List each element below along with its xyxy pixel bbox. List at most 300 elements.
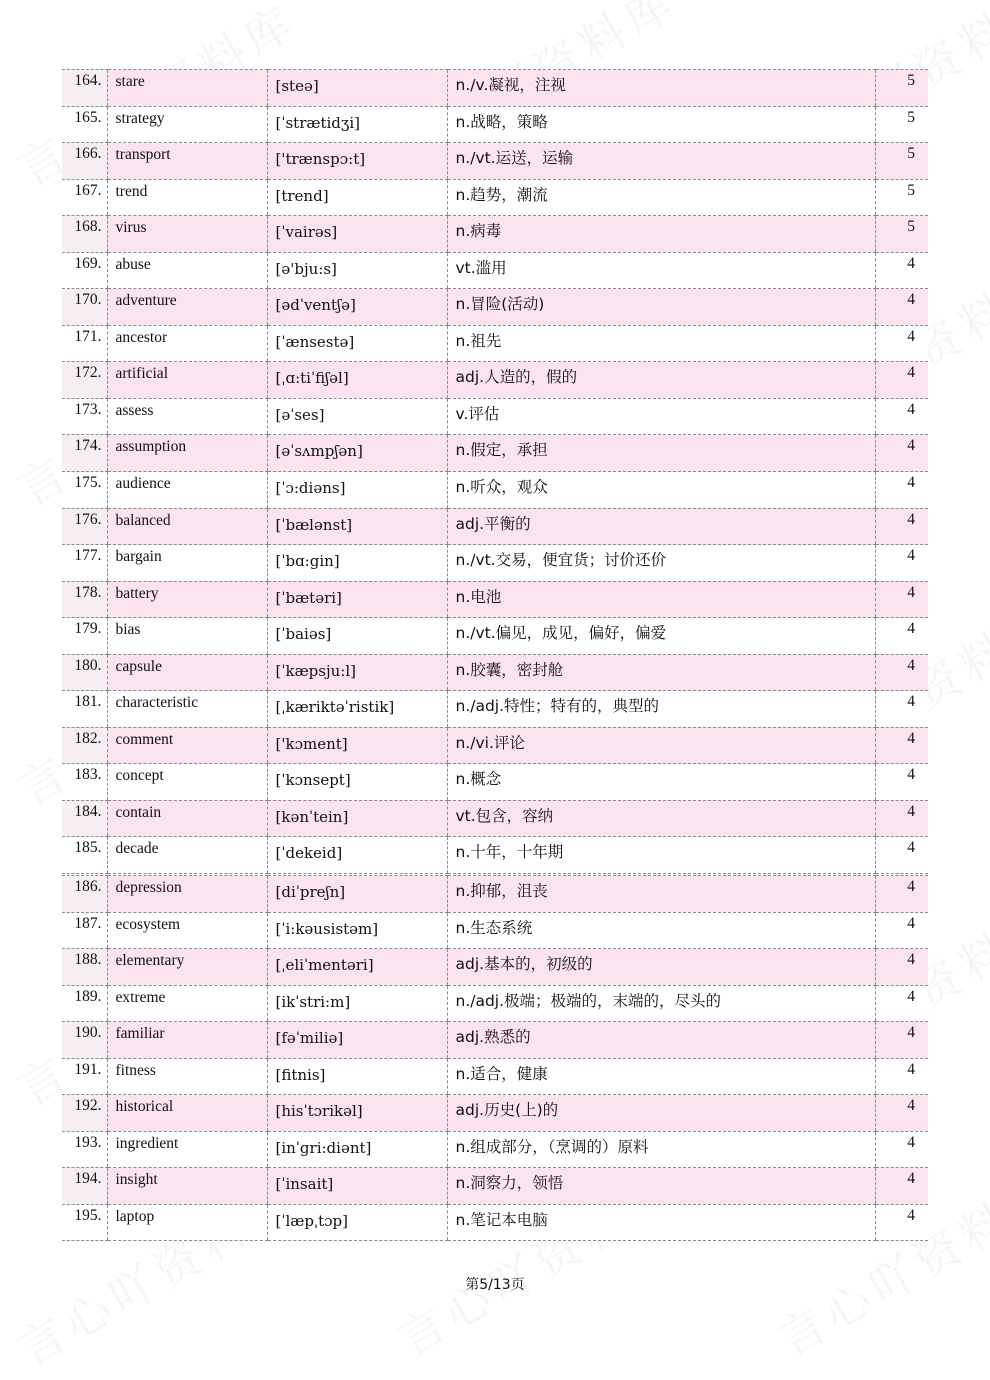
table-row	[62, 837, 928, 874]
entry-number-cell	[62, 289, 107, 326]
table-row	[62, 691, 928, 728]
table-row	[62, 800, 928, 837]
entry-phonetic-cell	[267, 727, 447, 764]
entry-word-cell	[107, 912, 267, 949]
entry-phonetic-cell	[267, 1058, 447, 1095]
entry-meaning-cell	[447, 179, 875, 216]
entry-meaning-cell	[447, 435, 875, 472]
entry-frequency-cell	[875, 1168, 928, 1205]
entry-frequency: 4	[907, 987, 915, 1005]
entry-number-cell	[62, 106, 107, 143]
entry-phonetic: [ˈkɔnsept]	[275, 771, 351, 790]
entry-meaning: v.评估	[455, 404, 500, 423]
entry-number-cell	[62, 985, 107, 1022]
table-row	[62, 508, 928, 545]
entry-number: 167.	[74, 181, 102, 199]
entry-meaning: n./v.凝视，注视	[455, 76, 566, 94]
entry-frequency: 4	[907, 474, 915, 492]
entry-meaning: adj.熟悉的	[455, 1028, 531, 1047]
entry-word: historical	[115, 1098, 174, 1116]
entry-word: ecosystem	[115, 915, 181, 933]
entry-number: 187.	[74, 914, 102, 932]
entry-phonetic: [ˌɑ:tiˈfiʃəl]	[275, 369, 349, 388]
entry-word: bargain	[115, 548, 162, 566]
entry-meaning-cell	[447, 1058, 875, 1095]
entry-word-cell	[107, 216, 267, 253]
entry-word: fitness	[115, 1061, 156, 1079]
entry-frequency-cell	[875, 252, 928, 289]
table-row	[62, 545, 928, 582]
entry-frequency: 4	[907, 510, 915, 528]
entry-word: familiar	[115, 1025, 165, 1043]
entry-meaning-cell	[447, 581, 875, 618]
entry-word-cell	[107, 106, 267, 143]
entry-meaning-cell	[447, 106, 875, 143]
entry-number-cell	[62, 1168, 107, 1205]
entry-frequency-cell	[875, 581, 928, 618]
entry-frequency: 4	[907, 583, 915, 601]
entry-frequency-cell	[875, 654, 928, 691]
entry-frequency-cell	[875, 1058, 928, 1095]
table-row	[62, 1095, 928, 1132]
entry-word: depression	[115, 879, 182, 896]
entry-number: 170.	[74, 291, 102, 309]
entry-word-cell	[107, 618, 267, 655]
entry-frequency: 4	[907, 364, 915, 382]
entry-meaning-cell	[447, 289, 875, 326]
entry-frequency-cell	[875, 472, 928, 509]
table-row	[62, 362, 928, 399]
entry-word: adventure	[115, 292, 177, 310]
entry-frequency-cell	[875, 106, 928, 143]
entry-frequency-cell	[875, 727, 928, 764]
entry-frequency: 4	[907, 400, 915, 418]
entry-phonetic-cell	[267, 764, 447, 801]
entry-frequency-cell	[875, 837, 928, 874]
entry-meaning: n./vt.偏见，成见，偏好，偏爱	[455, 624, 667, 643]
entry-frequency-cell	[875, 70, 928, 107]
entry-phonetic: [ˈvairəs]	[275, 223, 338, 242]
entry-meaning: n.十年，十年期	[455, 843, 564, 862]
entry-phonetic: [inˈgri:diənt]	[275, 1138, 372, 1157]
entry-word-cell	[107, 252, 267, 289]
entry-phonetic: ['kɔment]	[275, 734, 348, 753]
entry-phonetic-cell	[267, 800, 447, 837]
entry-number: 194.	[74, 1170, 102, 1188]
entry-number: 177.	[74, 547, 102, 565]
entry-word-cell	[107, 179, 267, 216]
entry-phonetic: [diˈpreʃn]	[275, 883, 346, 901]
entry-phonetic-cell	[267, 618, 447, 655]
entry-number-cell	[62, 876, 107, 913]
entry-frequency: 5	[907, 108, 915, 126]
table-row	[62, 435, 928, 472]
entry-word-cell	[107, 143, 267, 180]
entry-phonetic-cell	[267, 876, 447, 913]
entry-frequency: 4	[907, 620, 915, 638]
entry-meaning-cell	[447, 362, 875, 399]
table-row	[62, 1131, 928, 1168]
table-row	[62, 949, 928, 986]
entry-word: extreme	[115, 988, 166, 1006]
entry-number: 172.	[74, 364, 102, 382]
entry-phonetic-cell	[267, 581, 447, 618]
entry-frequency-cell	[875, 216, 928, 253]
entry-number-cell	[62, 70, 107, 107]
entry-word-cell	[107, 654, 267, 691]
entry-word-cell	[107, 1131, 267, 1168]
entry-meaning-cell	[447, 545, 875, 582]
entry-meaning-cell	[447, 876, 875, 913]
entry-frequency: 4	[907, 766, 915, 784]
entry-phonetic-cell	[267, 216, 447, 253]
entry-meaning-cell	[447, 216, 875, 253]
entry-meaning-cell	[447, 70, 875, 107]
entry-number: 175.	[74, 474, 102, 492]
entry-phonetic: [kənˈtein]	[275, 807, 349, 826]
entry-phonetic-cell	[267, 289, 447, 326]
entry-word-cell	[107, 70, 267, 107]
entry-meaning: n./vt.交易，便宜货；讨价还价	[455, 551, 667, 570]
entry-meaning-cell	[447, 398, 875, 435]
entry-phonetic-cell	[267, 508, 447, 545]
table-row	[62, 252, 928, 289]
entry-frequency-cell	[875, 508, 928, 545]
table-row	[62, 472, 928, 509]
entry-phonetic-cell	[267, 691, 447, 728]
table-row	[62, 764, 928, 801]
entry-meaning: n.电池	[455, 587, 502, 606]
entry-number: 189.	[74, 987, 102, 1005]
entry-frequency: 4	[907, 1060, 915, 1078]
table-row	[62, 1168, 928, 1205]
entry-number: 178.	[74, 583, 102, 601]
entry-meaning-cell	[447, 508, 875, 545]
table-row	[62, 106, 928, 143]
entry-word: virus	[115, 219, 147, 237]
entry-frequency: 4	[907, 547, 915, 565]
entry-phonetic-cell	[267, 435, 447, 472]
entry-number-cell	[62, 1095, 107, 1132]
entry-word-cell	[107, 876, 267, 913]
entry-meaning-cell	[447, 325, 875, 362]
entry-meaning: n./vt.运送，运输	[455, 149, 574, 168]
entry-phonetic: [ˈinsait]	[275, 1175, 334, 1194]
entry-number: 182.	[74, 729, 102, 747]
entry-phonetic-cell	[267, 837, 447, 874]
entry-number: 193.	[74, 1133, 102, 1151]
entry-word-cell	[107, 508, 267, 545]
table-row	[62, 1022, 928, 1059]
entry-number-cell	[62, 800, 107, 837]
entry-number: 180.	[74, 656, 102, 674]
entry-frequency-cell	[875, 435, 928, 472]
table-row	[62, 618, 928, 655]
page-number: 第5/13页	[465, 1277, 525, 1293]
entry-frequency: 5	[907, 218, 915, 236]
entry-frequency: 4	[907, 951, 915, 969]
entry-number-cell	[62, 691, 107, 728]
entry-frequency-cell	[875, 691, 928, 728]
entry-phonetic: [ˈbælənst]	[275, 515, 353, 534]
entry-meaning: vt.滥用	[455, 258, 507, 277]
entry-phonetic-cell	[267, 252, 447, 289]
entry-phonetic: ['trænspɔ:t]	[275, 150, 366, 169]
entry-meaning: n.抑郁，沮丧	[455, 882, 548, 900]
table-row	[62, 398, 928, 435]
entry-number-cell	[62, 764, 107, 801]
entry-number-cell	[62, 1131, 107, 1168]
entry-word: bias	[115, 621, 141, 639]
entry-phonetic-cell	[267, 1204, 447, 1241]
entry-number: 173.	[74, 400, 102, 418]
entry-phonetic: [ˈænsestə]	[275, 332, 355, 351]
entry-meaning: n.胶囊，密封舱	[455, 660, 564, 679]
entry-phonetic: [ˈlæpˌtɔp]	[275, 1211, 348, 1230]
table-row	[62, 581, 928, 618]
entry-phonetic-cell	[267, 325, 447, 362]
entry-meaning-cell	[447, 143, 875, 180]
entry-phonetic: [ˌeliˈmentəri]	[275, 956, 374, 975]
entry-number: 195.	[74, 1206, 102, 1224]
entry-number: 192.	[74, 1097, 102, 1115]
entry-meaning: n.假定，承担	[455, 441, 548, 460]
entry-frequency-cell	[875, 800, 928, 837]
entry-word: contain	[115, 803, 162, 821]
entry-phonetic: [fəˈmiliə]	[275, 1029, 344, 1048]
entry-number-cell	[62, 1058, 107, 1095]
entry-frequency: 5	[907, 181, 915, 199]
entry-frequency-cell	[875, 1131, 928, 1168]
entry-word: strategy	[115, 109, 165, 127]
entry-word: elementary	[115, 952, 185, 970]
entry-word: capsule	[115, 657, 162, 675]
entry-meaning-cell	[447, 800, 875, 837]
entry-word: ingredient	[115, 1134, 179, 1152]
entry-number: 165.	[74, 108, 102, 126]
entry-word-cell	[107, 1204, 267, 1241]
entry-frequency: 4	[907, 291, 915, 309]
entry-frequency: 5	[907, 145, 915, 163]
entry-meaning: n.听众，观众	[455, 478, 548, 497]
entry-phonetic-cell	[267, 1022, 447, 1059]
entry-meaning-cell	[447, 985, 875, 1022]
entry-meaning-cell	[447, 764, 875, 801]
entry-number-cell	[62, 435, 107, 472]
entry-frequency: 4	[907, 1024, 915, 1042]
entry-frequency-cell	[875, 764, 928, 801]
entry-number-cell	[62, 837, 107, 874]
entry-frequency-cell	[875, 985, 928, 1022]
entry-phonetic: [ˈbaiəs]	[275, 625, 332, 644]
entry-frequency: 4	[907, 1206, 915, 1224]
entry-number: 188.	[74, 951, 102, 969]
entry-word-cell	[107, 764, 267, 801]
entry-word-cell	[107, 1058, 267, 1095]
entry-frequency-cell	[875, 179, 928, 216]
entry-word-cell	[107, 727, 267, 764]
vocab-table-section-2	[62, 875, 928, 1241]
entry-number: 168.	[74, 218, 102, 236]
entry-frequency: 4	[907, 327, 915, 345]
entry-meaning-cell	[447, 1204, 875, 1241]
table-row	[62, 1204, 928, 1241]
entry-word: ancestor	[115, 328, 168, 346]
entry-number-cell	[62, 179, 107, 216]
entry-meaning-cell	[447, 1168, 875, 1205]
table-row	[62, 876, 928, 913]
entry-meaning-cell	[447, 727, 875, 764]
entry-phonetic-cell	[267, 398, 447, 435]
entry-frequency: 4	[907, 1133, 915, 1151]
entry-meaning: n.病毒	[455, 222, 502, 241]
entry-word-cell	[107, 949, 267, 986]
entry-meaning: n.生态系统	[455, 918, 533, 937]
entry-frequency: 4	[907, 729, 915, 747]
entry-phonetic: [əˈses]	[275, 405, 325, 424]
entry-frequency: 4	[907, 802, 915, 820]
entry-phonetic: [hisˈtɔrikəl]	[275, 1102, 363, 1121]
entry-number: 171.	[74, 327, 102, 345]
entry-number: 191.	[74, 1060, 102, 1078]
entry-meaning-cell	[447, 912, 875, 949]
entry-frequency: 4	[907, 878, 915, 895]
entry-number-cell	[62, 252, 107, 289]
entry-meaning: n.洞察力，领悟	[455, 1174, 564, 1193]
entry-phonetic: [ˈstrætidʒi]	[275, 113, 361, 132]
entry-meaning-cell	[447, 252, 875, 289]
entry-number: 174.	[74, 437, 102, 455]
entry-meaning: n.祖先	[455, 331, 502, 350]
entry-word-cell	[107, 545, 267, 582]
entry-number: 176.	[74, 510, 102, 528]
entry-number: 184.	[74, 802, 102, 820]
entry-number-cell	[62, 1022, 107, 1059]
entry-frequency: 4	[907, 1170, 915, 1188]
entry-number-cell	[62, 545, 107, 582]
entry-word-cell	[107, 1168, 267, 1205]
entry-number: 164.	[74, 72, 102, 89]
entry-number: 179.	[74, 620, 102, 638]
entry-meaning-cell	[447, 472, 875, 509]
entry-meaning-cell	[447, 949, 875, 986]
table-row	[62, 654, 928, 691]
entry-frequency: 4	[907, 1097, 915, 1115]
entry-frequency-cell	[875, 362, 928, 399]
entry-frequency: 5	[907, 72, 915, 89]
entry-word-cell	[107, 1022, 267, 1059]
entry-word-cell	[107, 472, 267, 509]
entry-phonetic: [ˈbɑ:gin]	[275, 552, 340, 571]
entry-frequency-cell	[875, 545, 928, 582]
entry-meaning-cell	[447, 654, 875, 691]
entry-phonetic: [ədˈventʃə]	[275, 296, 356, 315]
entry-frequency-cell	[875, 398, 928, 435]
entry-meaning: n.适合，健康	[455, 1064, 548, 1083]
entry-word: assess	[115, 401, 154, 419]
entry-frequency: 4	[907, 693, 915, 711]
entry-frequency-cell	[875, 949, 928, 986]
entry-frequency-cell	[875, 618, 928, 655]
entry-number-cell	[62, 912, 107, 949]
entry-word: balanced	[115, 511, 171, 529]
entry-word: assumption	[115, 438, 187, 456]
entry-meaning-cell	[447, 1095, 875, 1132]
entry-frequency-cell	[875, 1095, 928, 1132]
entry-number-cell	[62, 508, 107, 545]
table-row	[62, 727, 928, 764]
entry-meaning-cell	[447, 1131, 875, 1168]
entry-phonetic: [ikˈstri:m]	[275, 992, 351, 1011]
entry-word-cell	[107, 398, 267, 435]
entry-phonetic-cell	[267, 1095, 447, 1132]
table-row	[62, 70, 928, 107]
entry-word: battery	[115, 584, 159, 602]
entry-number: 183.	[74, 766, 102, 784]
table-row	[62, 216, 928, 253]
entry-phonetic-cell	[267, 1131, 447, 1168]
entry-phonetic-cell	[267, 362, 447, 399]
entry-meaning: n./adj.极端；极端的，末端的，尽头的	[455, 991, 722, 1010]
entry-frequency-cell	[875, 325, 928, 362]
entry-word: comment	[115, 730, 174, 748]
entry-number-cell	[62, 727, 107, 764]
entry-word: concept	[115, 767, 164, 785]
entry-word-cell	[107, 691, 267, 728]
entry-number-cell	[62, 618, 107, 655]
entry-frequency-cell	[875, 1022, 928, 1059]
entry-meaning: n.战略，策略	[455, 112, 548, 131]
table-row	[62, 1058, 928, 1095]
entry-phonetic-cell	[267, 143, 447, 180]
entry-meaning-cell	[447, 1022, 875, 1059]
entry-meaning-cell	[447, 618, 875, 655]
entry-frequency: 4	[907, 437, 915, 455]
entry-word-cell	[107, 435, 267, 472]
entry-phonetic-cell	[267, 106, 447, 143]
entry-number-cell	[62, 472, 107, 509]
entry-number: 181.	[74, 693, 102, 711]
entry-phonetic: [fitnis]	[275, 1065, 326, 1084]
entry-number-cell	[62, 581, 107, 618]
entry-phonetic-cell	[267, 985, 447, 1022]
entry-word-cell	[107, 985, 267, 1022]
entry-word: abuse	[115, 255, 151, 273]
entry-phonetic: [əˈsʌmpʃən]	[275, 442, 363, 461]
entry-frequency-cell	[875, 289, 928, 326]
entry-number-cell	[62, 949, 107, 986]
entry-word-cell	[107, 581, 267, 618]
entry-phonetic: [ˈɔ:diəns]	[275, 479, 346, 498]
entry-phonetic-cell	[267, 1168, 447, 1205]
table-row	[62, 325, 928, 362]
entry-phonetic-cell	[267, 949, 447, 986]
entry-meaning: n.笔记本电脑	[455, 1210, 548, 1229]
entry-frequency-cell	[875, 876, 928, 913]
entry-frequency: 4	[907, 254, 915, 272]
entry-number-cell	[62, 143, 107, 180]
entry-meaning: n./vi.评论	[455, 733, 525, 752]
entry-phonetic-cell	[267, 545, 447, 582]
entry-phonetic: [ˈi:kəusistəm]	[275, 919, 379, 938]
entry-meaning: adj.基本的，初级的	[455, 955, 593, 974]
entry-number: 169.	[74, 254, 102, 272]
entry-meaning: adj.历史(上)的	[455, 1101, 559, 1120]
table-row	[62, 912, 928, 949]
entry-meaning: n.冒险(活动)	[455, 295, 545, 314]
entry-word: stare	[115, 73, 145, 90]
entry-phonetic-cell	[267, 912, 447, 949]
